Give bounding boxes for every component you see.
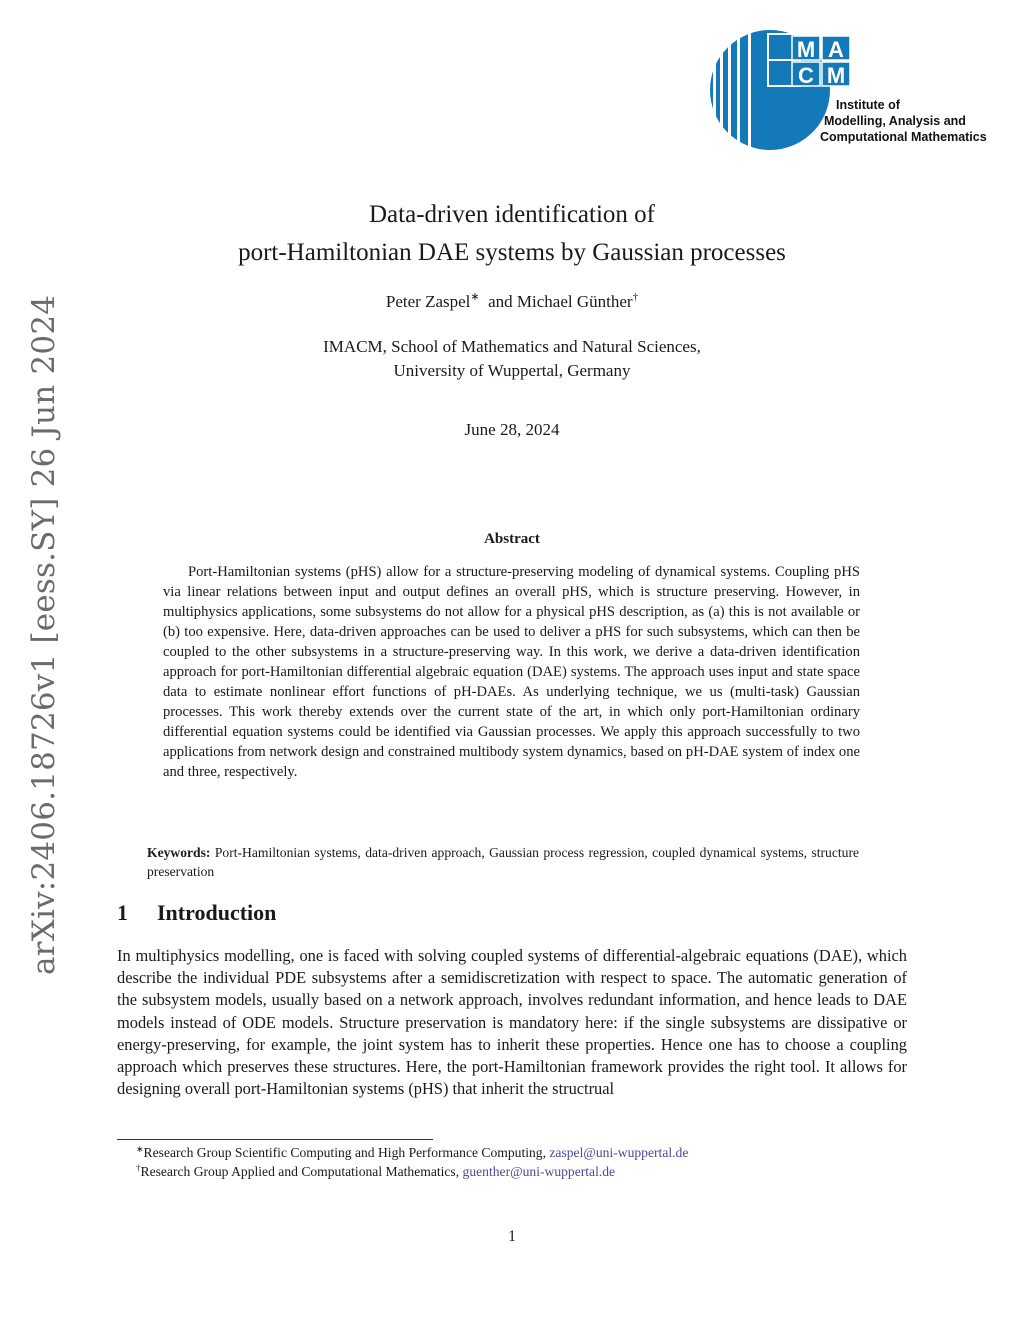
abstract-heading: Abstract <box>484 531 540 547</box>
section-title: Introduction <box>157 900 277 925</box>
footnote-1 <box>136 1143 916 1162</box>
imacm-logo <box>708 28 1008 158</box>
keywords <box>147 843 859 881</box>
author-1-mark: ∗ <box>470 291 480 303</box>
affiliation-line-1: IMACM, School of Mathematics and Natural Sciences, <box>323 337 701 356</box>
title-line-2: port-Hamiltonian DAE systems by Gaussian processes <box>238 239 786 266</box>
author-1: Peter Zaspel <box>385 292 471 311</box>
footnote-rule <box>117 1139 433 1140</box>
paper-title <box>112 196 912 272</box>
author-connector: and <box>488 292 513 311</box>
footnote-2 <box>136 1162 916 1181</box>
keywords-text: Port-Hamiltonian systems, data-driven approach, Gaussian process regression, coupled dynamical systems, structure preservation <box>147 845 860 879</box>
page-number: 1 <box>508 1228 516 1245</box>
logo-line-3: Computational Mathematics <box>820 130 987 144</box>
affiliation-line-2: University of Wuppertal, Germany <box>393 361 631 380</box>
footnote-1-email-link[interactable]: zaspel@uni-wuppertal.de <box>549 1145 689 1160</box>
keywords-label: Keywords: <box>147 845 211 860</box>
author-2: Michael Günther <box>516 292 633 311</box>
section-number: 1 <box>117 900 128 925</box>
abstract-text: Port-Hamiltonian systems (pHS) allow for a structure-preserving modeling of dynamical systems. Coupling pHS via linear relations between input and output defines an overall pHS, which is structure preserving. However, in multiphysics applications, some subsystems do not allow for a physical pHS description, as (a) this is not available or (b) too expensive. Here, data-driven approaches can be used to deliver a pHS for such subsystems, which can then be coupled to the other subsystems in a structure-preserving way. In this work, we derive a data-driven identification approach for port-Hamiltonian differential algebraic equation (DAE) systems. The approach uses input and state space data to estimate nonlinear effort functions of pH-DAEs. As underlying technique, we us (multi-task) Gaussian processes. This work thereby extends over the current state of the art, in which only port-Hamiltonian ordinary differential equation systems could be identified via Gaussian processes. We apply this approach successfully to two applications from network design and constrained multibody system dynamics, based on pH-DAE system of index one and three, respectively. <box>163 564 860 780</box>
footnote-2-mark: † <box>136 1163 141 1173</box>
introduction-paragraph: In multiphysics modelling, one is faced with solving coupled systems of differential-algebraic equations (DAE), which describe the individual PDE subsystems after a semidiscretization with respect to space. The automatic generation of the subsystem models, usually based on a network approach, involves redundant information, and hence leads to DAE models instead of ODE models. Structure preservation is mandatory here: if the single subsystems are dissipative or energy-preserving, for example, the joint system has to inherit these properties. Hence one has to choose a coupling approach which preserves these structures. Here, the port-Hamiltonian framework provides the right tool. It allows for designing overall port-Hamiltonian systems (pHS) that inherit the structrual <box>117 946 907 1099</box>
author-list <box>112 292 912 312</box>
title-line-1: Data-driven identification of <box>369 201 655 228</box>
footnote-2-text: Research Group Applied and Computational Mathematics, <box>140 1164 463 1179</box>
logo-institute-name <box>820 97 1008 145</box>
footnote-1-mark: ∗ <box>136 1144 144 1154</box>
footnote-1-text: Research Group Scientific Computing and High Performance Computing, <box>143 1145 550 1160</box>
author-2-mark: † <box>632 291 639 303</box>
paper-date: June 28, 2024 <box>464 420 560 439</box>
arxiv-identifier: arXiv:2406.18726v1 [eess.SY] 26 Jun 2024 <box>26 294 62 975</box>
logo-line-1: Institute of <box>836 98 900 112</box>
affiliation <box>112 335 912 383</box>
section-heading <box>117 900 276 926</box>
logo-letter-m2: M <box>826 63 846 88</box>
footnote-2-email-link[interactable]: guenther@uni-wuppertal.de <box>462 1164 616 1179</box>
logo-letter-c: C <box>798 63 814 88</box>
footnotes <box>136 1143 916 1181</box>
logo-line-2: Modelling, Analysis and <box>824 114 966 128</box>
logo-letter-a: A <box>828 37 844 62</box>
logo-letter-m1: M <box>796 37 816 62</box>
